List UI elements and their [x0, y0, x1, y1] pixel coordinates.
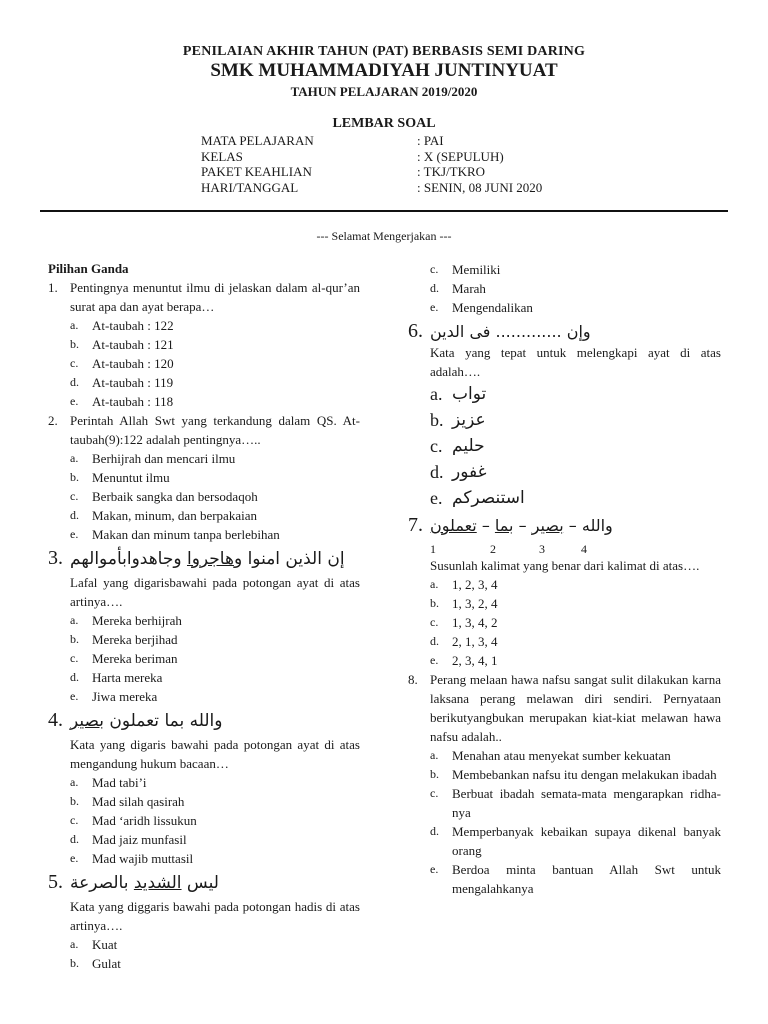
- option-letter: b.: [70, 470, 79, 484]
- option-letter: b.: [70, 956, 79, 970]
- option-text: At-taubah : 122: [92, 318, 174, 333]
- option-text: Mad wajib muttasil: [92, 851, 194, 866]
- word-number: 1: [430, 542, 436, 556]
- option: [430, 822, 721, 860]
- option: [430, 260, 721, 279]
- option-text: حليم: [452, 436, 485, 456]
- info-value: : SENIN, 08 JUNI 2020: [417, 179, 543, 195]
- arabic-word: بما: [494, 516, 514, 535]
- option: [70, 849, 360, 868]
- option-text: 2, 1, 3, 4: [452, 634, 498, 649]
- option-letter: d.: [70, 832, 79, 846]
- option: [70, 316, 360, 335]
- question-number: 8.: [408, 672, 418, 687]
- info-key: HARI/TANGGAL: [201, 179, 299, 195]
- info-key: MATA PELAJARAN: [201, 133, 314, 148]
- option-text: استنصركم: [452, 488, 525, 508]
- arabic-text: إن الذين امنوا و: [233, 549, 345, 569]
- option: [70, 792, 360, 811]
- option: [70, 830, 360, 849]
- word-numbers: [408, 540, 721, 556]
- dash: –: [518, 516, 527, 535]
- info-value: : TKJ/TKRO: [417, 164, 486, 179]
- option-letter: e.: [70, 527, 79, 541]
- arabic-text: بالصرعة: [70, 873, 134, 893]
- option-letter: b.: [70, 794, 79, 808]
- option: [430, 784, 721, 822]
- header-divider: [40, 210, 728, 212]
- greeting: --- Selamat Mengerjakan ---: [316, 229, 452, 243]
- option-text: Mad tabi’i: [92, 775, 147, 790]
- option: [70, 935, 360, 954]
- option-letter: e.: [430, 653, 439, 667]
- option-letter: b.: [430, 596, 439, 610]
- option-letter: c.: [70, 489, 79, 503]
- option-letter: b.: [70, 337, 79, 351]
- question-number: 6.: [408, 320, 423, 342]
- exam-info: [201, 133, 621, 197]
- arabic-word: تعملون: [430, 516, 477, 535]
- option-text: Berdoa minta bantuan Allah Swt untuk mengalahkanya: [452, 862, 721, 896]
- arabic-underlined: بصير: [70, 711, 104, 731]
- option-text: Mengendalikan: [452, 300, 533, 315]
- option: [70, 811, 360, 830]
- option-letter: e.: [430, 862, 439, 876]
- word-number: 3: [539, 542, 545, 556]
- option-text: Jiwa mereka: [92, 689, 158, 704]
- section-title: Pilihan Ganda: [48, 261, 129, 276]
- option: [70, 354, 360, 373]
- option: [430, 459, 721, 485]
- question-5-arabic: [48, 868, 360, 897]
- option-text: At-taubah : 120: [92, 356, 174, 371]
- dash: –: [568, 516, 577, 535]
- option: [430, 746, 721, 765]
- option: [430, 860, 721, 898]
- question-number: 2.: [48, 413, 58, 428]
- option-text: 1, 2, 3, 4: [452, 577, 498, 592]
- arabic-words: [430, 516, 613, 535]
- right-column: [408, 260, 721, 898]
- sheet-title: LEMBAR SOAL: [332, 116, 436, 131]
- option: [430, 433, 721, 459]
- option-text: 1, 3, 2, 4: [452, 596, 498, 611]
- option-letter: c.: [70, 813, 79, 827]
- option-text: تواب: [452, 384, 487, 404]
- word-number: 4: [581, 542, 587, 556]
- option: [70, 449, 360, 468]
- question-text-block: [48, 735, 360, 773]
- option-letter: a.: [430, 384, 443, 404]
- option-letter: a.: [430, 577, 439, 591]
- option-text: Mereka beriman: [92, 651, 178, 666]
- option: [430, 632, 721, 651]
- option: [70, 506, 360, 525]
- option-letter: b.: [430, 767, 439, 781]
- option-text: Makan dan minum tanpa berlebihan: [92, 527, 280, 542]
- option-text: Memiliki: [452, 262, 501, 277]
- option: [430, 594, 721, 613]
- option-letter: a.: [430, 748, 439, 762]
- option-letter: a.: [70, 318, 79, 332]
- option: [70, 392, 360, 411]
- option: [70, 611, 360, 630]
- arabic-verse: [70, 549, 345, 569]
- academic-year: TAHUN PELAJARAN 2019/2020: [290, 84, 478, 99]
- arabic-text: والله بما تعملون: [103, 711, 223, 731]
- option-text: At-taubah : 119: [92, 375, 174, 390]
- option: [430, 381, 721, 407]
- left-column: [48, 259, 360, 973]
- option: [430, 485, 721, 511]
- option-letter: d.: [70, 375, 79, 389]
- option: [430, 651, 721, 670]
- option-text: Berbaik sangka dan bersodaqoh: [92, 489, 258, 504]
- option: [70, 468, 360, 487]
- question-text-block: [48, 897, 360, 935]
- option-letter: e.: [70, 689, 79, 703]
- info-key: PAKET KEAHLIAN: [201, 164, 312, 179]
- option: [70, 630, 360, 649]
- question-text: Kata yang digaris bawahi pada potongan ayat di atas mengandung hukum bacaan…: [70, 737, 360, 771]
- option-text: Berhijrah dan mencari ilmu: [92, 451, 236, 466]
- option-letter: c.: [430, 615, 439, 629]
- option-letter: a.: [70, 613, 79, 627]
- option-letter: d.: [70, 670, 79, 684]
- option: [70, 373, 360, 392]
- arabic-underlined: الشديد: [133, 873, 182, 893]
- question-text: Perintah Allah Swt yang terkandung dalam QS. At-taubah(9):122 adalah pentingnya…..: [70, 413, 360, 447]
- option: [70, 954, 360, 973]
- option-text: Harta mereka: [92, 670, 163, 685]
- option: [430, 765, 721, 784]
- option: [70, 649, 360, 668]
- school-name: SMK MUHAMMADIYAH JUNTINYUAT: [210, 60, 558, 81]
- option-text: Kuat: [92, 937, 118, 952]
- exam-title: PENILAIAN AKHIR TAHUN (PAT) BERBASIS SEMI DARING: [182, 44, 586, 59]
- option-text: Berbuat ibadah semata-mata mengarapkan ridha-nya: [452, 786, 721, 820]
- question-number: 1.: [48, 280, 58, 295]
- option-text: 1, 3, 4, 2: [452, 615, 498, 630]
- option-text: Mad jaiz munfasil: [92, 832, 187, 847]
- question-number: 7.: [408, 514, 423, 536]
- option-text: عزيز: [452, 410, 486, 430]
- question-1: [48, 278, 360, 316]
- option-letter: a.: [70, 937, 79, 951]
- option-text: Gulat: [92, 956, 121, 971]
- option: [70, 335, 360, 354]
- arabic-verse: وإن ............. فى الدين: [430, 322, 591, 341]
- question-text: Perang melaan hawa nafsu sangat sulit dilakukan karna laksana perang melawan diri sendiri. Pernyataan berikutyangbukan merupakan kiat-kiat melawan hawa nafsu adalah..: [430, 672, 721, 744]
- option-letter: e.: [70, 394, 79, 408]
- question-8: [408, 670, 721, 746]
- option-text: 2, 3, 4, 1: [452, 653, 498, 668]
- option-letter: a.: [70, 451, 79, 465]
- option-letter: c.: [430, 436, 443, 456]
- option: [430, 407, 721, 433]
- option-letter: c.: [430, 262, 439, 276]
- option: [70, 487, 360, 506]
- info-value: : PAI: [417, 133, 444, 148]
- option-letter: d.: [430, 634, 439, 648]
- arabic-underlined: هاجروا: [186, 549, 234, 569]
- question-number: 5.: [48, 871, 63, 893]
- question-4-arabic: [48, 706, 360, 735]
- question-7-arabic: [408, 511, 721, 540]
- question-number: 4.: [48, 709, 63, 731]
- option-text: Mereka berjihad: [92, 632, 178, 647]
- dash: –: [481, 516, 490, 535]
- option-letter: a.: [70, 775, 79, 789]
- option-letter: d.: [430, 462, 444, 482]
- option: [430, 298, 721, 317]
- question-text: Pentingnya menuntut ilmu di jelaskan dalam al-qur’an surat apa dan ayat berapa…: [70, 280, 360, 314]
- question-text: Kata yang diggaris bawahi pada potongan hadis di atas artinya….: [70, 899, 360, 933]
- option: [430, 279, 721, 298]
- arabic-word: والله: [581, 516, 613, 535]
- option-letter: c.: [70, 356, 79, 370]
- question-text-block: [408, 343, 721, 381]
- question-3-arabic: [48, 544, 360, 573]
- option-text: غفور: [452, 462, 487, 482]
- arabic-text: وجاهدوابأموالهم: [70, 549, 187, 569]
- option-text: Mereka berhijrah: [92, 613, 182, 628]
- option-text: Menuntut ilmu: [92, 470, 170, 485]
- question-text-block: [48, 573, 360, 611]
- option-letter: e.: [70, 851, 79, 865]
- option: [70, 668, 360, 687]
- question-text: Kata yang tepat untuk melengkapi ayat di atas adalah….: [430, 345, 721, 379]
- info-value: : X (SEPULUH): [417, 148, 504, 164]
- option-letter: d.: [70, 508, 79, 522]
- option-text: Membebankan nafsu itu dengan melakukan ibadah: [452, 767, 717, 782]
- option-letter: e.: [430, 300, 439, 314]
- option-text: Makan, minum, dan berpakaian: [92, 508, 257, 523]
- word-number: 2: [490, 542, 496, 556]
- question-2: [48, 411, 360, 449]
- option-letter: d.: [430, 281, 439, 295]
- option-text: At-taubah : 118: [92, 394, 174, 409]
- option-text: Mad silah qasirah: [92, 794, 185, 809]
- option: [70, 773, 360, 792]
- option-letter: d.: [430, 824, 439, 838]
- option-text: Menahan atau menyekat sumber kekuatan: [452, 748, 671, 763]
- option: [430, 613, 721, 632]
- option-text: At-taubah : 121: [92, 337, 174, 352]
- option: [70, 525, 360, 544]
- question-6-arabic: [408, 317, 721, 343]
- option-text: Mad ‘aridh lissukun: [92, 813, 197, 828]
- question-text: Susunlah kalimat yang benar dari kalimat di atas….: [430, 558, 700, 573]
- option-text: Marah: [452, 281, 486, 296]
- arabic-verse: [70, 711, 222, 731]
- arabic-word: بصير: [531, 516, 564, 535]
- option-letter: c.: [430, 786, 439, 800]
- option-letter: b.: [430, 410, 444, 430]
- option-letter: e.: [430, 488, 443, 508]
- question-text: Lafal yang digarisbawahi pada potongan ayat di atas artinya….: [70, 575, 360, 609]
- option-letter: b.: [70, 632, 79, 646]
- question-text-block: [408, 556, 721, 575]
- arabic-text: ليس: [181, 873, 219, 893]
- question-number: 3.: [48, 547, 63, 569]
- option: [430, 575, 721, 594]
- option-text: Memperbanyak kebaikan supaya dikenal banyak orang: [452, 824, 721, 858]
- info-key: KELAS: [201, 148, 243, 164]
- option-letter: c.: [70, 651, 79, 665]
- arabic-hadith: [70, 873, 219, 893]
- option: [70, 687, 360, 706]
